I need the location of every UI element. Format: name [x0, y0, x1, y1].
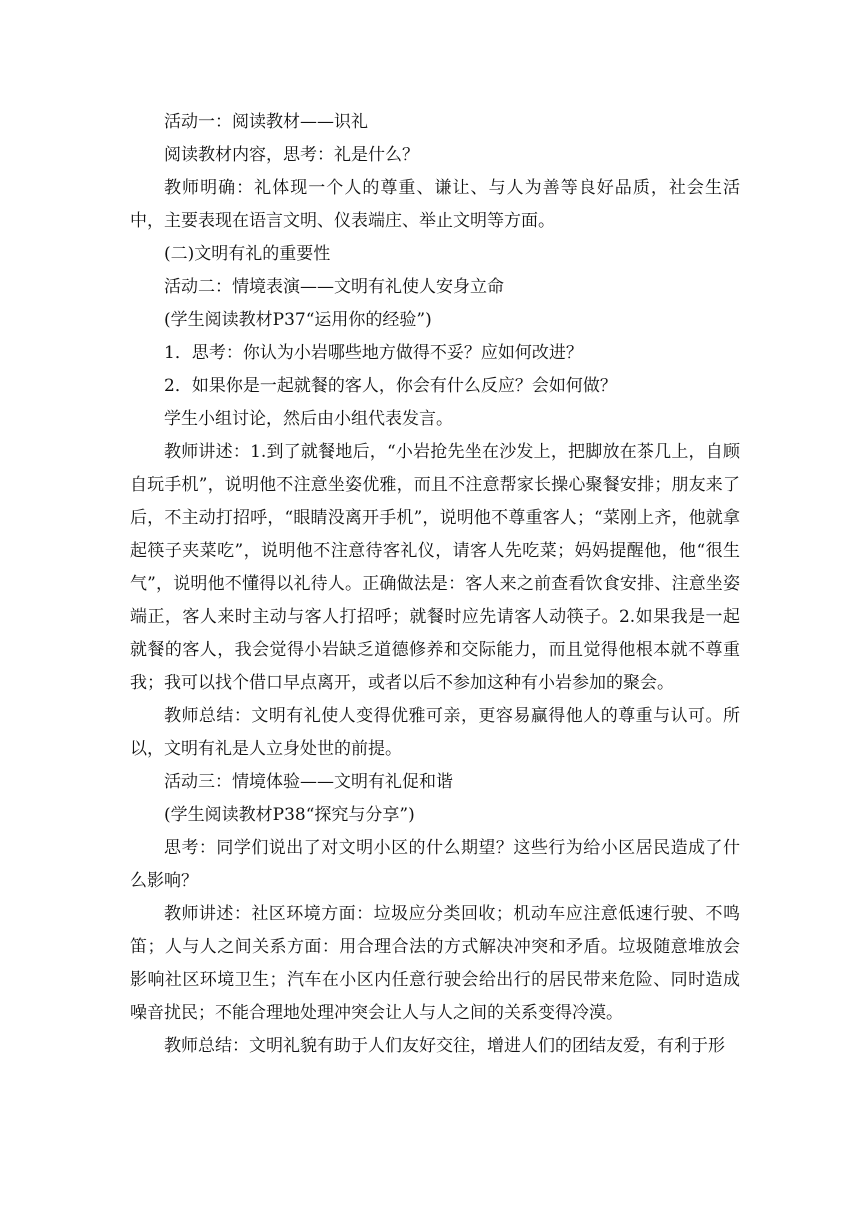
activity-three-heading: 活动三：情境体验——文明有礼促和谐 [164, 772, 453, 792]
group-discussion: 学生小组讨论，然后由小组代表发言。 [164, 409, 453, 429]
teacher-summary-1: 教师总结：文明有礼使人变得优雅可亲，更容易赢得他人的尊重与认可。所以，文明有礼是人立身处世的前提。 [130, 706, 740, 759]
activity-one-heading: 活动一：阅读教材——识礼 [164, 112, 368, 132]
question-1: 1．思考：你认为小岩哪些地方做得不妥？应如何改进？ [164, 343, 583, 363]
question-2: 2．如果你是一起就餐的客人，你会有什么反应？会如何做？ [164, 376, 617, 396]
reading-question: 阅读教材内容，思考：礼是什么？ [164, 145, 419, 165]
teacher-summary-2: 教师总结：文明礼貌有助于人们友好交往，增进人们的团结友爱，有利于形 [164, 1036, 725, 1056]
teacher-clarification: 教师明确：礼体现一个人的尊重、谦让、与人为善等良好品质，社会生活中，主要表现在语言文明、仪表端庄、举止文明等方面。 [130, 178, 740, 231]
activity-two-heading: 活动二：情境表演——文明有礼使人安身立命 [164, 277, 504, 297]
textbook-reference-p37: (学生阅读教材P37“运用你的经验”) [164, 310, 432, 330]
thinking-question: 思考：同学们说出了对文明小区的什么期望？这些行为给小区居民造成了什么影响？ [130, 838, 740, 891]
document-body [130, 106, 740, 1063]
teacher-lecture-1: 教师讲述：1.到了就餐地后，“小岩抢先坐在沙发上，把脚放在茶几上，自顾自玩手机”，说明他不注意坐姿优雅，而且不注意帮家长操心聚餐安排；朋友来了后，不主动打招呼，“眼睛没离开手机”，说明他不尊重客人；“菜刚上齐，他就拿起筷子夹菜吃”，说明他不注意待客礼仪，请客人先吃菜；妈妈提醒他，他“很生气”，说明他不懂得以礼待人。正确做法是：客人来之前查看饮食安排、注意坐姿端正，客人来时主动与客人打招呼；就餐时应先请客人动筷子。2.如果我是一起就餐的客人，我会觉得小岩缺乏道德修养和交际能力，而且觉得他根本就不尊重我；我可以找个借口早点离开，或者以后不参加这种有小岩参加的聚会。 [130, 442, 740, 693]
section-heading-importance: (二)文明有礼的重要性 [164, 244, 331, 264]
teacher-lecture-2: 教师讲述：社区环境方面：垃圾应分类回收；机动车应注意低速行驶、不鸣笛；人与人之间关系方面：用合理合法的方式解决冲突和矛盾。垃圾随意堆放会影响社区环境卫生；汽车在小区内任意行驶会给出行的居民带来危险、同时造成噪音扰民；不能合理地处理冲突会让人与人之间的关系变得冷漠。 [130, 904, 740, 1023]
textbook-reference-p38: (学生阅读教材P38“探究与分享”) [164, 805, 415, 825]
